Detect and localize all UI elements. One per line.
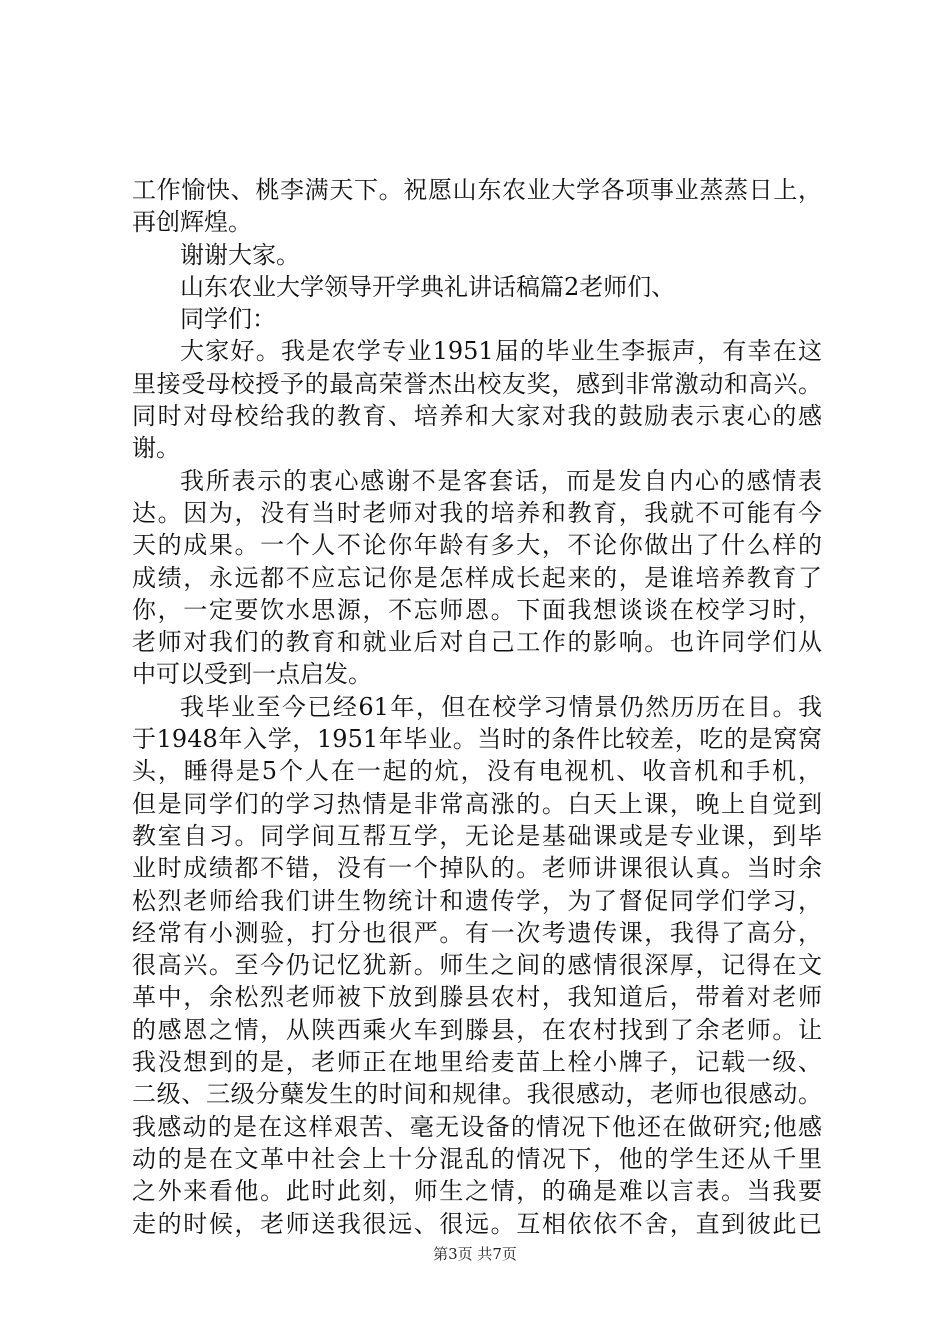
text-line: 大家好。我是农学专业1951届的毕业生李振声，有幸在这: [180, 337, 822, 366]
text-line: 达。因为，没有当时老师对我的培养和教育，我就不可能有今: [132, 498, 822, 527]
text-line: 于1948年入学，1951年毕业。当时的条件比较差，吃的是窝窝: [132, 725, 822, 754]
text-line: 我毕业至今已经61年，但在校学习情景仍然历历在目。我: [180, 692, 822, 721]
text-line: 成绩，永远都不应忘记你是怎样成长起来的，是谁培养教育了: [132, 563, 822, 592]
text-line: 老师对我们的教育和就业后对自己工作的影响。也许同学们从: [132, 628, 822, 657]
text-line: 我没想到的是，老师正在地里给麦苗上栓小牌子，记载一级、: [132, 1048, 822, 1077]
text-line: 业时成绩都不错，没有一个掉队的。老师讲课很认真。当时余: [132, 854, 822, 883]
text-line: 二级、三级分蘖发生的时间和规律。我很感动，老师也很感动。: [132, 1080, 822, 1109]
text-line: 再创辉煌。: [132, 208, 252, 237]
text-line: 谢谢大家。: [180, 240, 300, 269]
text-line: 革中，余松烈老师被下放到滕县农村，我知道后，带着对老师: [132, 983, 822, 1012]
text-line: 头，睡得是5个人在一起的炕，没有电视机、收音机和手机，: [132, 757, 822, 786]
document-body: [132, 174, 822, 1240]
text-line: 我感动的是在这样艰苦、毫无设备的情况下他还在做研究;他感: [132, 1112, 822, 1141]
text-line: 但是同学们的学习热情是非常高涨的。白天上课，晚上自觉到: [132, 789, 822, 818]
text-line: 工作愉快、桃李满天下。祝愿山东农业大学各项事业蒸蒸日上，: [132, 176, 822, 204]
text-line: 教室自习。同学间互帮互学，无论是基础课或是专业课，到毕: [132, 821, 822, 850]
text-line: 我所表示的衷心感谢不是客套话，而是发自内心的感情表: [180, 466, 822, 495]
text-line: 天的成果。一个人不论你年龄有多大，不论你做出了什么样的: [132, 531, 822, 560]
text-line: 之外来看他。此时此刻，师生之情，的确是难以言表。当我要: [132, 1177, 822, 1206]
text-line: 很高兴。至今仍记忆犹新。师生之间的感情很深厚，记得在文: [132, 951, 822, 980]
text-line: 谢。: [132, 434, 180, 463]
text-line: 动的是在文革中社会上十分混乱的情况下，他的学生还从千里: [132, 1144, 822, 1173]
text-line: 你，一定要饮水思源，不忘师恩。下面我想谈谈在校学习时，: [132, 595, 822, 624]
text-line: 山东农业大学领导开学典礼讲话稿篇2老师们、: [180, 272, 676, 301]
text-line: 里接受母校授予的最高荣誉杰出校友奖，感到非常激动和高兴。: [132, 369, 822, 398]
page-number-footer: 第3页 共7页: [433, 1245, 517, 1263]
text-line: 走的时候，老师送我很远、很远。互相依依不舍，直到彼此已: [132, 1209, 822, 1238]
text-line: 的感恩之情，从陕西乘火车到滕县，在农村找到了余老师。让: [132, 1015, 822, 1044]
text-line: 同学们：: [180, 305, 276, 334]
text-line: 中可以受到一点启发。: [132, 660, 372, 689]
text-line: 经常有小测验，打分也很严。有一次考遗传课，我得了高分，: [132, 918, 822, 947]
text-line: 松烈老师给我们讲生物统计和遗传学，为了督促同学们学习，: [132, 886, 822, 915]
text-line: 同时对母校给我的教育、培养和大家对我的鼓励表示衷心的感: [132, 402, 822, 431]
